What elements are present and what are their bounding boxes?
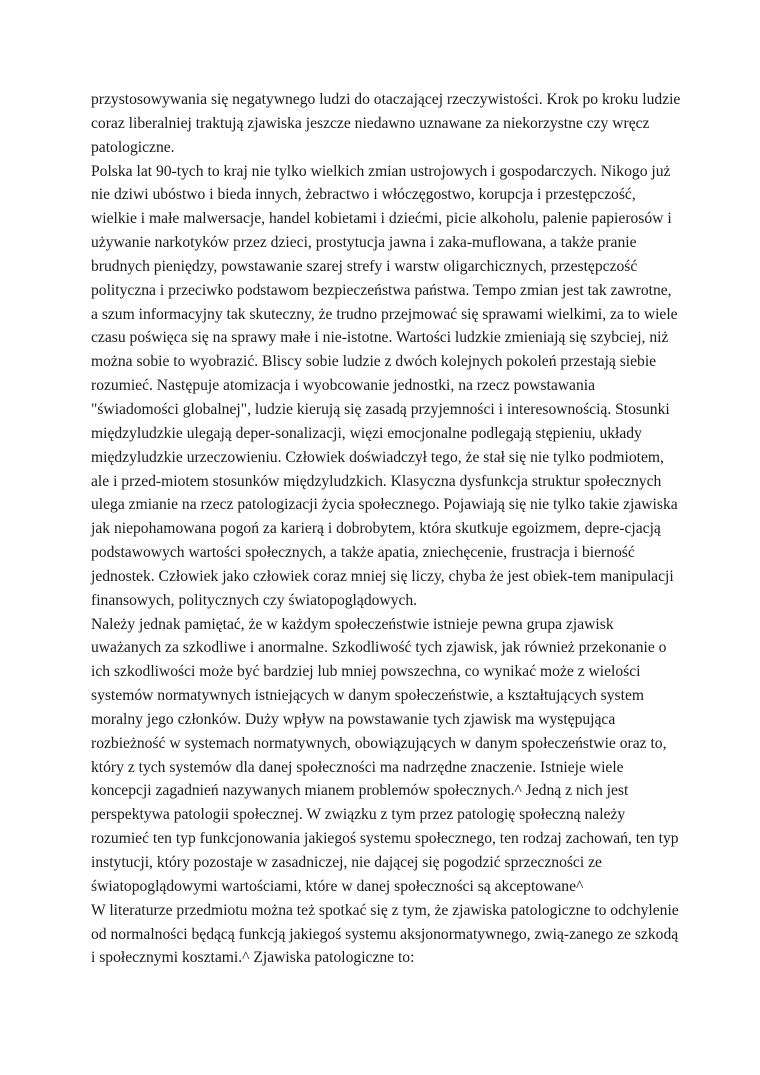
text-line: patologiczne.: [91, 138, 175, 156]
text-line: rozumieć. Następuje atomizacja i wyobcowanie jednostki, na rzecz powstawania: [91, 377, 595, 395]
text-line: rozumieć ten typ funkcjonowania jakiegoś systemu społecznego, ten rodzaj zachowań, ten typ: [91, 830, 679, 848]
text-line: "świadomości globalnej", ludzie kierują się zasadą przyjemności i interesownością. Stosunki: [91, 400, 670, 418]
text-line: ulega zmianie na rzecz patologizacji życia społecznego. Pojawiają się nie tylko takie zjawiska: [91, 496, 678, 514]
text-line: coraz liberalniej traktują zjawiska jeszcze niedawno uznawane za niekorzystne czy wręcz: [91, 114, 650, 132]
text-line: Polska lat 90-tych to kraj nie tylko wielkich zmian ustrojowych i gospodarczych. Nikogo już: [91, 162, 671, 180]
text-line: a szum informacyjny tak skuteczny, że trudno przejmować się sprawami wielkimi, za to wiele: [91, 305, 678, 323]
text-line: nie dziwi ubóstwo i bieda innych, żebractwo i włóczęgostwo, korupcja i przestępczość,: [91, 186, 636, 204]
text-line: jak niepohamowana pogoń za karierą i dobrobytem, która skutkuje egoizmem, depre-cjacją: [91, 520, 661, 538]
text-line: ich szkodliwości może być bardziej lub mniej powszechna, co wynikać może z wielości: [91, 663, 641, 681]
text-line: rozbieżność w systemach normatywnych, obowiązujących w danym społeczeństwie oraz to,: [91, 734, 667, 752]
text-line: W literaturze przedmiotu można też spotkać się z tym, że zjawiska patologiczne to odchylenie: [91, 901, 679, 919]
text-line: brudnych pieniędzy, powstawanie szarej strefy i warstw oligarchicznych, przestępczość: [91, 257, 638, 275]
text-line: podstawowych wartości społecznych, a także apatia, zniechęcenie, frustracja i bierność: [91, 544, 635, 562]
text-line: koncepcji zagadnień nazywanych mianem problemów społecznych.^ Jedną z nich jest: [91, 782, 629, 800]
text-line: instytucji, który pozostaje w zasadniczej, nie dającej się pogodzić sprzeczności ze: [91, 854, 602, 871]
text-line: który z tych systemów dla danej społeczności ma nadrzędne znaczenie. Istnieje wiele: [91, 758, 624, 776]
body-text: [91, 88, 681, 970]
text-line: czasu poświęca się na sprawy małe i nie-istotne. Wartości ludzkie zmieniają się szybciej, niż: [91, 329, 669, 347]
text-line: międzyludzkie urzeczowieniu. Człowiek doświadczył tego, że stał się nie tylko podmiotem,: [91, 448, 664, 466]
text-line: ale i przed-miotem stosunków międzyludzkich. Klasyczna dysfunkcja struktur społecznych: [91, 472, 662, 490]
text-line: polityczna i przeciwko podstawom bezpieczeństwa państwa. Tempo zmian jest tak zawrotne,: [91, 281, 672, 299]
text-line: od normalności będącą funkcją jakiegoś systemu aksjonormatywnego, zwią-zanego ze szkodą: [91, 925, 679, 943]
text-line: przystosowywania się negatywnego ludzi do otaczającej rzeczywistości. Krok po kroku ludzie: [91, 91, 681, 108]
text-line: finansowych, politycznych czy światopoglądowych.: [91, 591, 418, 609]
text-line: moralny jego członków. Duży wpływ na powstawanie tych zjawisk ma występująca: [91, 710, 616, 728]
text-line: Należy jednak pamiętać, że w każdym społeczeństwie istnieje pewna grupa zjawisk: [91, 615, 614, 633]
text-line: perspektywa patologii społecznej. W związku z tym przez patologię społeczną należy: [91, 806, 626, 824]
text-line: systemów normatywnych istniejących w danym społeczeństwie, a kształtujących system: [91, 687, 644, 705]
text-line: uważanych za szkodliwe i anormalne. Szkodliwość tych zjawisk, jak również przekonanie o: [91, 639, 667, 657]
text-line: jednostek. Człowiek jako człowiek coraz mniej się liczy, chyba że jest obiek-tem manipulacji: [91, 567, 674, 585]
text-line: światopoglądowymi wartościami, które w danej społeczności są akceptowane^: [91, 877, 584, 895]
text-line: można sobie to wyobrazić. Bliscy sobie ludzie z dwóch kolejnych pokoleń przestają siebie: [91, 353, 657, 371]
text-line: i społecznymi kosztami.^ Zjawiska patologiczne to:: [91, 949, 415, 967]
text-line: wielkie i małe malwersacje, handel kobietami i dziećmi, picie alkoholu, palenie papierosów i: [91, 210, 672, 228]
text-line: używanie narkotyków przez dzieci, prostytucja jawna i zaka-muflowana, a także pranie: [91, 234, 637, 252]
text-line: międzyludzkie ulegają deper-sonalizacji, więzi emocjonalne podlegają stępieniu, układy: [91, 424, 642, 442]
